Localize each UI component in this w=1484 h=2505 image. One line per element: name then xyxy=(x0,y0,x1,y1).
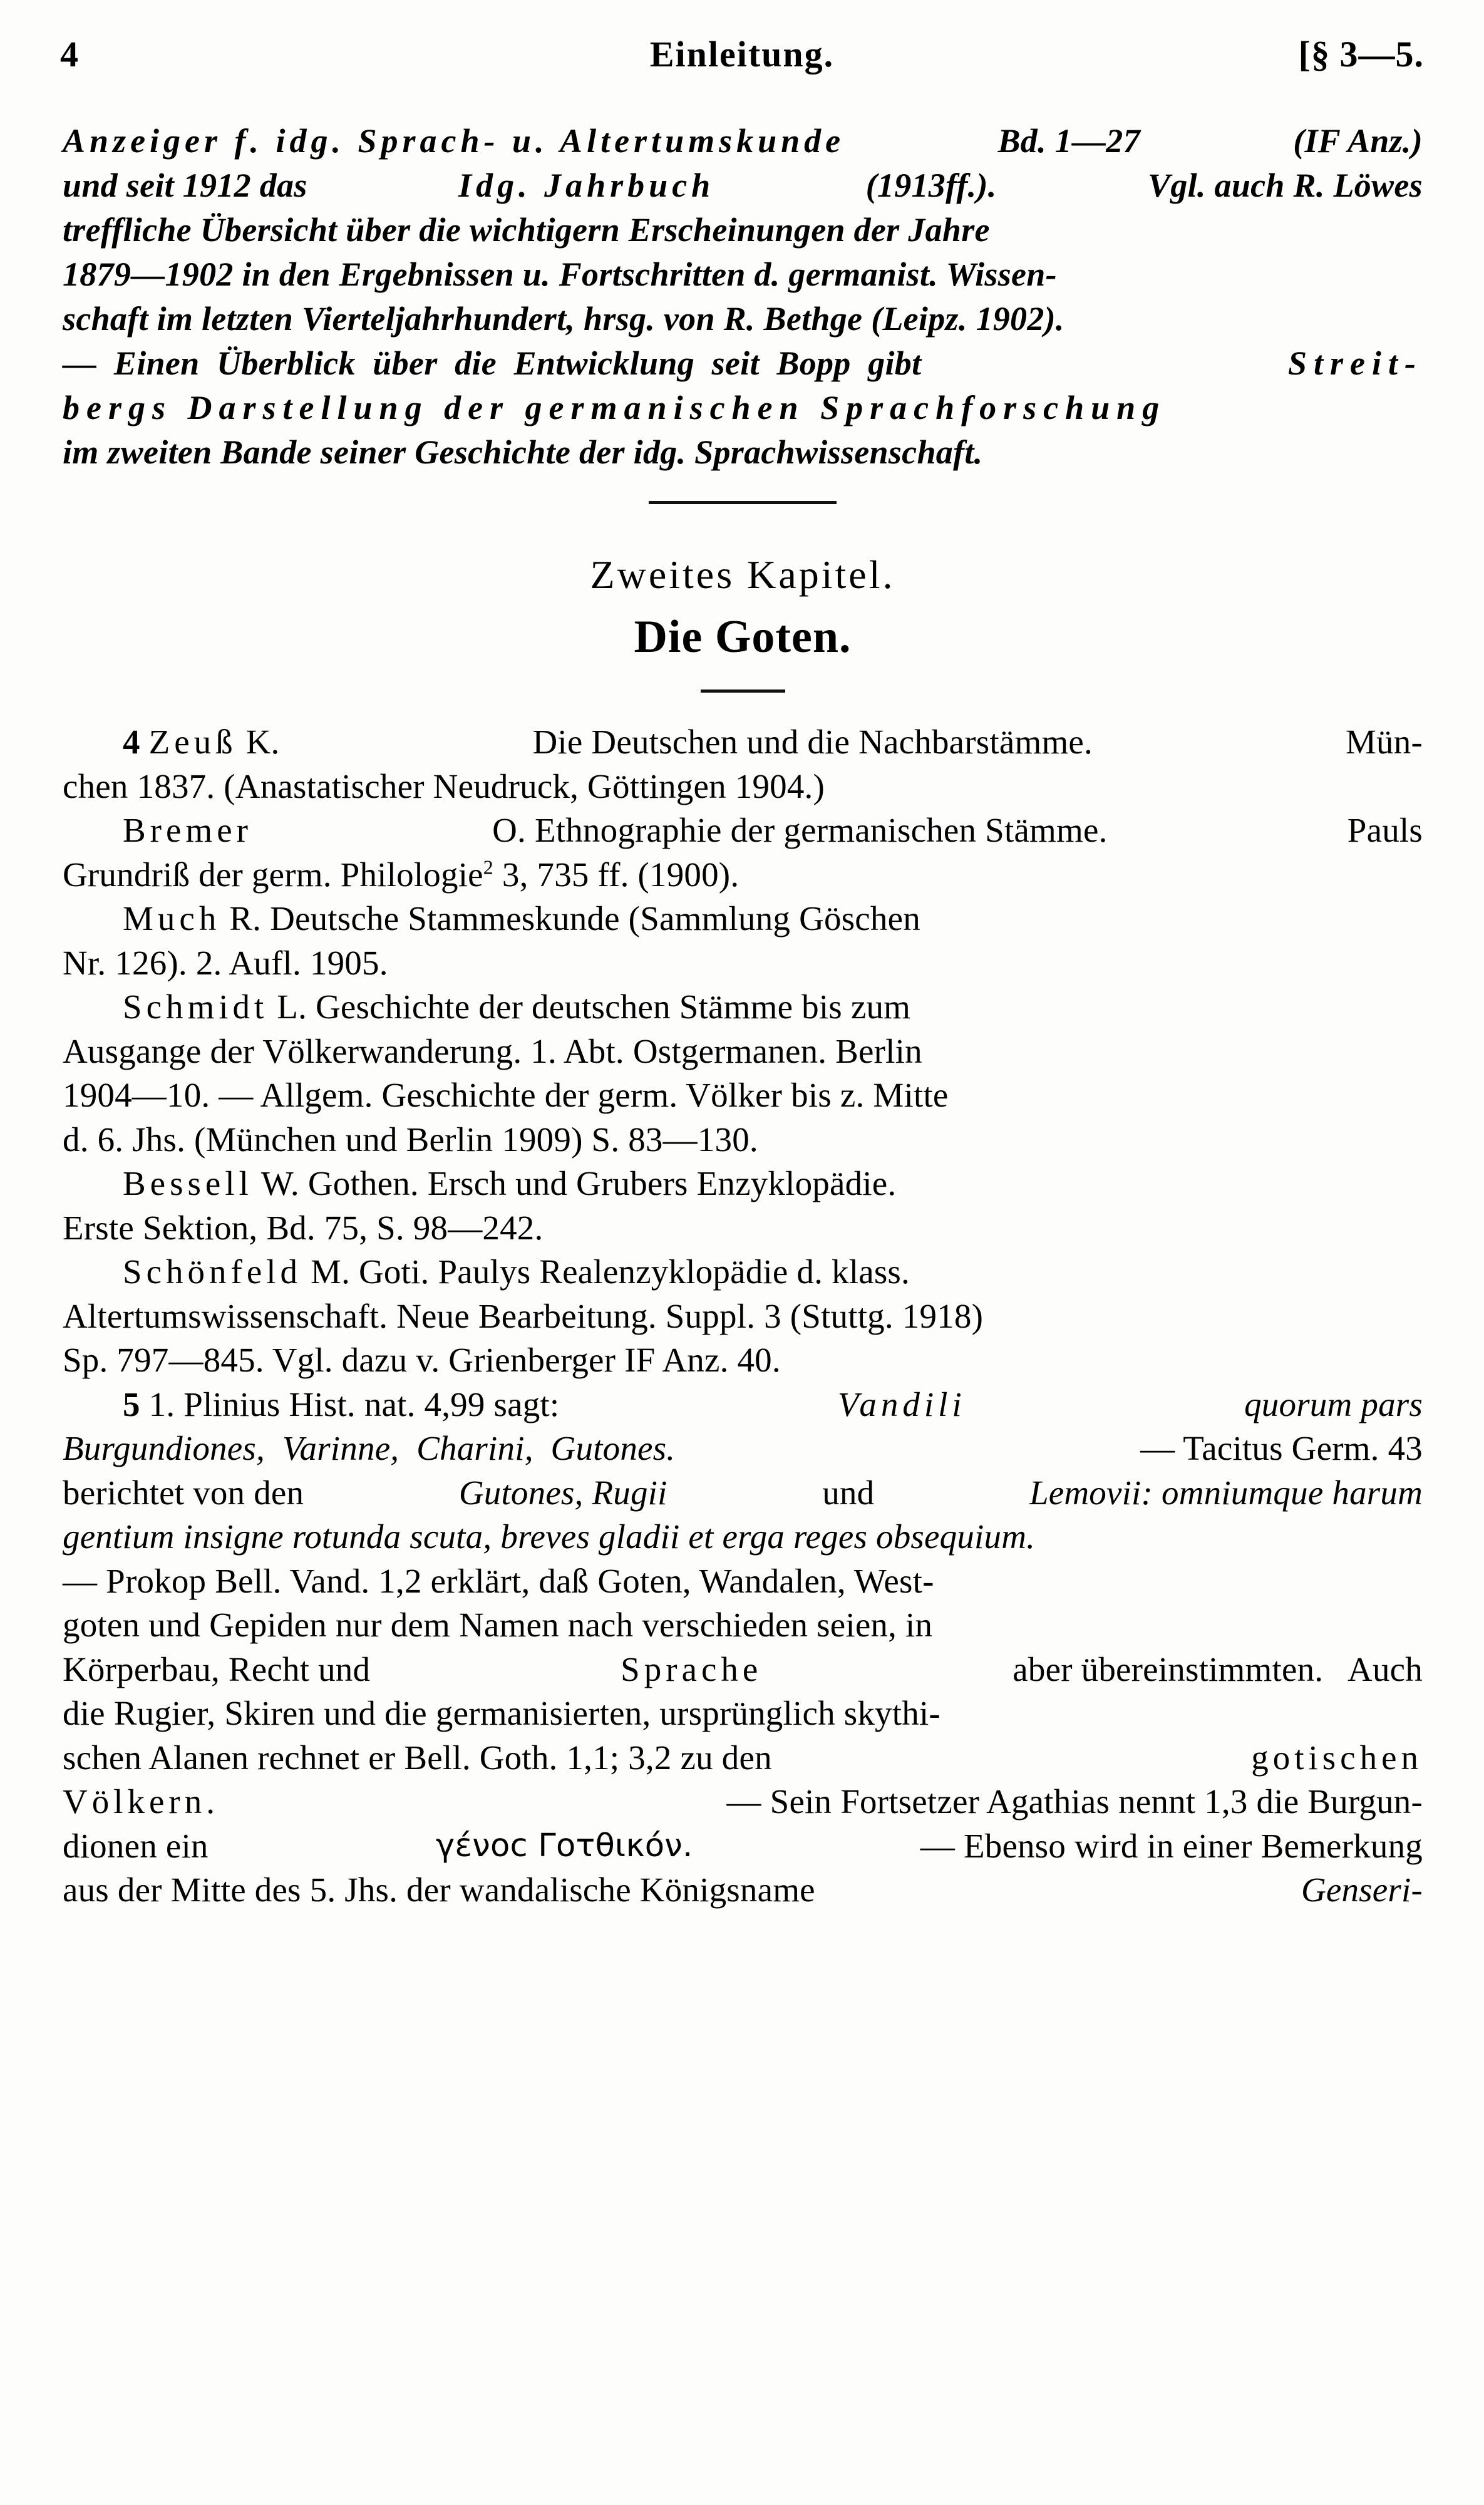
bib-line-4 xyxy=(63,853,1423,897)
sect5-line-4: gentium insigne rotunda scuta, breves gladii et erga reges obsequium. xyxy=(63,1517,1036,1556)
intro-line-2 xyxy=(63,163,1423,208)
bib-line-6: Nr. 126). 2. Aufl. 1905. xyxy=(63,943,388,982)
author-zeuss: Zeuß xyxy=(148,723,237,761)
sect5-line-12-a: aus der Mitte des 5. Jhs. der wandalische Königsname xyxy=(63,1871,815,1909)
bib-line-7 xyxy=(63,985,1423,1030)
text-column xyxy=(63,119,1423,1913)
intro-line-6-a: — Einen Überblick über die Entwicklung seit Bopp gibt xyxy=(63,344,922,382)
intro-line-4: 1879—1902 in den Ergebnissen u. Fortschritten d. germanist. Wissen- xyxy=(63,256,1057,293)
sect5-line-3 xyxy=(63,1471,1423,1516)
bib-line-8: Ausgange der Völkerwanderung. 1. Abt. Ostgermanen. Berlin xyxy=(63,1031,922,1070)
sect5-line-2 xyxy=(63,1427,1423,1471)
sect5-line-5: — Prokop Bell. Vand. 1,2 erklärt, daß Goten, Wandalen, West- xyxy=(63,1561,934,1600)
section-range: [§ 3—5. xyxy=(1298,34,1424,75)
sect5-line-1-lead xyxy=(63,1383,559,1427)
sect5-line-3-c: und xyxy=(822,1473,875,1512)
bib-line-7-rest: L. Geschichte der deutschen Stämme bis zum xyxy=(277,988,911,1026)
bib-line-3-title: O. Ethnographie der germanischen Stämme. xyxy=(492,811,1108,849)
term-vandili: Vandili xyxy=(837,1385,966,1423)
author-bremer: Bremer xyxy=(123,811,252,849)
intro-line-7 xyxy=(63,386,1423,430)
bib-line-3 xyxy=(63,808,1423,853)
sect5-line-3-a: berichtet von den xyxy=(63,1473,304,1512)
running-title: Einleitung. xyxy=(649,34,835,75)
bib-line-3-lead xyxy=(63,808,252,853)
sect5-line-10 xyxy=(63,1780,1423,1824)
intro-line-1-c: (IF Anz.) xyxy=(1293,122,1423,160)
sect5-line-2-b: — Tacitus Germ. 43 xyxy=(1140,1429,1423,1467)
term-gotischen: gotischen xyxy=(1251,1738,1423,1777)
sect5-line-9 xyxy=(63,1736,1423,1780)
bib-line-12: Erste Sektion, Bd. 75, S. 98—242. xyxy=(63,1208,544,1247)
intro-line-2-b: Idg. Jahrbuch xyxy=(458,167,715,204)
intro-line-1-a: Anzeiger f. idg. Sprach- u. Altertumskunde xyxy=(63,122,845,160)
name-genserich: Genseri- xyxy=(1301,1871,1423,1909)
entry-number-5: 5 xyxy=(123,1385,140,1423)
sect5-line-1-a: 1. Plinius Hist. nat. 4,99 sagt: xyxy=(148,1385,560,1423)
sect5-line-6: goten und Gepiden nur dem Namen nach verschieden seien, in xyxy=(63,1606,933,1644)
bib-line-4-a: Grundriß der germ. Philologie xyxy=(63,855,483,894)
intro-line-8: im zweiten Bande seiner Geschichte der idg. Sprachwissenschaft. xyxy=(63,433,983,471)
chapter-rule-holder xyxy=(63,690,1423,693)
author-schoenfeld: Schönfeld xyxy=(123,1252,302,1291)
bib-line-1-lead xyxy=(63,720,280,765)
bib-line-13 xyxy=(63,1250,1423,1294)
running-head xyxy=(60,33,1424,76)
bib-line-4-b: 3, 735 ff. (1900). xyxy=(493,855,739,894)
edition-superscript: 2 xyxy=(483,856,493,879)
body-text xyxy=(63,720,1423,1913)
sect5-line-1-c: quorum pars xyxy=(1244,1385,1423,1423)
sect5-line-1 xyxy=(63,1383,1423,1427)
bib-line-9: 1904—10. — Allgem. Geschichte der germ. Völker bis z. Mitte xyxy=(63,1076,949,1114)
intro-line-1-b: Bd. 1—27 xyxy=(997,122,1140,160)
sect5-line-7 xyxy=(63,1648,1423,1692)
term-voelkern: Völkern. xyxy=(63,1782,219,1821)
intro-paragraph xyxy=(63,119,1423,475)
bib-line-1-tail: Mün- xyxy=(1345,723,1423,761)
intro-line-6 xyxy=(63,341,1423,386)
sect5-line-12 xyxy=(63,1868,1423,1913)
sect5-line-9-a: schen Alanen rechnet er Bell. Goth. 1,1; 3,2 zu den xyxy=(63,1738,772,1777)
bib-line-5 xyxy=(63,897,1423,941)
bib-line-10: d. 6. Jhs. (München und Berlin 1909) S. 83—130. xyxy=(63,1120,758,1159)
bib-line-1 xyxy=(63,720,1423,765)
intro-line-2-d: Vgl. auch R. Löwes xyxy=(1148,167,1423,204)
intro-line-6-b: Streit- xyxy=(1287,344,1423,382)
bib-line-1-title: Die Deutschen und die Nachbarstämme. xyxy=(532,723,1093,761)
page-number: 4 xyxy=(60,34,79,75)
sect5-line-7-a: Körperbau, Recht und xyxy=(63,1650,371,1688)
sect5-line-8: die Rugier, Skiren und die germanisierten, ursprünglich skythi- xyxy=(63,1694,940,1732)
chapter-divider-rule xyxy=(701,690,785,693)
tribe-names-latin: Burgundiones, Varinne, Charini, Gutones. xyxy=(63,1429,676,1467)
intro-line-5: schaft im letzten Vierteljahrhundert, hrsg. von R. Bethge (Leipz. 1902). xyxy=(63,300,1064,338)
term-sprache: Sprache xyxy=(621,1650,763,1688)
greek-phrase-gotthikon: γένοϲ Γοτθικόν. xyxy=(435,1827,693,1864)
intro-line-3: treffliche Übersicht über die wichtigern Erscheinungen der Jahre xyxy=(63,211,990,249)
intro-line-7-text: bergs Darstellung der germanischen Sprachforschung xyxy=(63,389,1167,426)
author-much: Much xyxy=(123,899,221,937)
sect5-line-11-c: — Ebenso wird in einer Bemerkung xyxy=(920,1826,1423,1865)
bib-line-13-rest: M. Goti. Paulys Realenzyklopädie d. klass. xyxy=(310,1252,910,1291)
bib-line-15: Sp. 797—845. Vgl. dazu v. Grienberger IF Anz. 40. xyxy=(63,1341,781,1379)
intro-line-2-a: und seit 1912 das xyxy=(63,167,307,204)
chapter-kicker: Zweites Kapitel. xyxy=(590,552,895,597)
tribe-gutones-rugii: Gutones, Rugii xyxy=(458,1473,667,1512)
sect5-line-7-c: aber übereinstimmten. Auch xyxy=(1013,1650,1423,1688)
sect5-line-11-a: dionen ein xyxy=(63,1826,209,1865)
bib-line-2: chen 1837. (Anastatischer Neudruck, Göttingen 1904.) xyxy=(63,767,825,805)
sect5-line-11 xyxy=(63,1824,1423,1869)
author-zeuss-initial: K. xyxy=(245,723,280,761)
entry-number-4: 4 xyxy=(123,723,140,761)
author-schmidt: Schmidt xyxy=(123,988,269,1026)
bib-line-14: Altertumswissenschaft. Neue Bearbeitung. Suppl. 3 (Stuttg. 1918) xyxy=(63,1296,984,1335)
quote-lemovii: Lemovii: omniumque harum xyxy=(1029,1473,1423,1512)
intro-line-2-c: (1913ff.). xyxy=(865,167,997,204)
chapter-title: Die Goten. xyxy=(634,611,852,663)
bib-line-5-rest: R. Deutsche Stammeskunde (Sammlung Göschen xyxy=(229,899,920,937)
author-bessell: Bessell xyxy=(123,1164,253,1202)
bib-line-3-tail: Pauls xyxy=(1347,811,1423,849)
section-divider-rule xyxy=(649,501,837,504)
bib-line-11 xyxy=(63,1162,1423,1206)
sect5-line-10-b: — Sein Fortsetzer Agathias nennt 1,3 die Burgun- xyxy=(726,1782,1423,1821)
intro-line-1 xyxy=(63,119,1423,163)
bib-line-11-rest: W. Gothen. Ersch und Grubers Enzyklopädie. xyxy=(260,1164,897,1202)
